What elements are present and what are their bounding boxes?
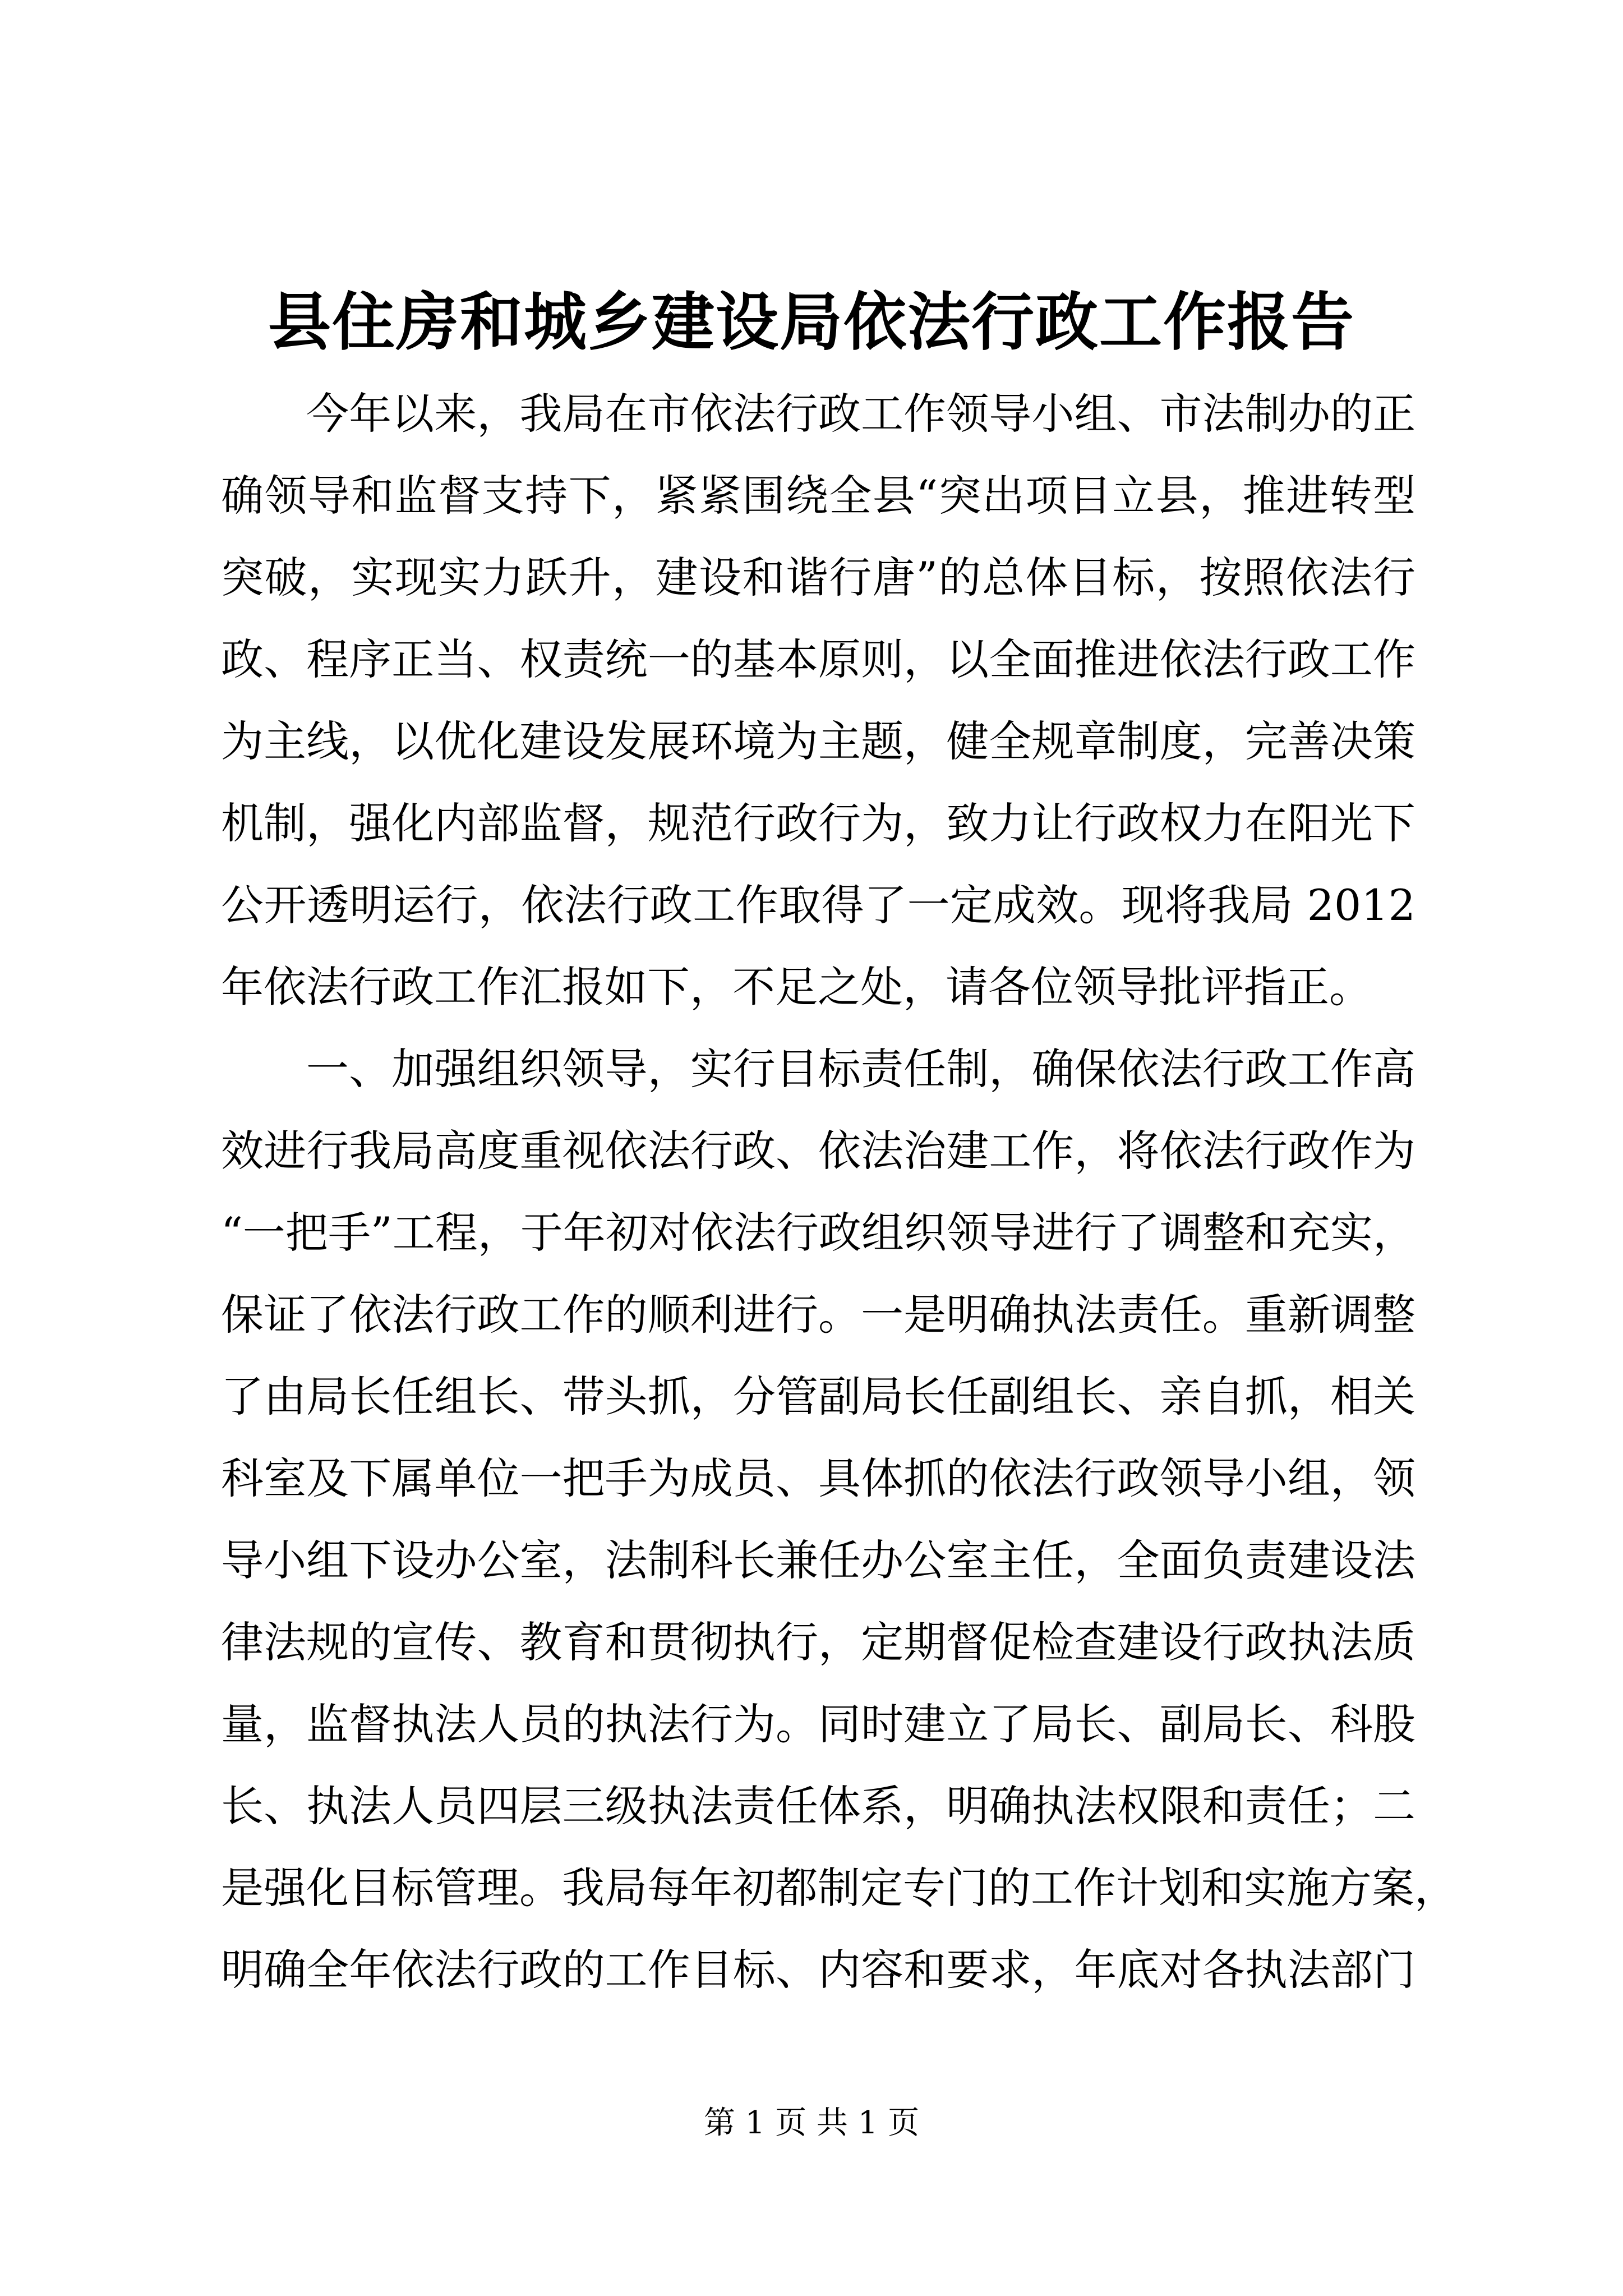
text-line: 保证了依法行政工作的顺利进行。一是明确执法责任。重新调整 xyxy=(221,1290,1415,1340)
text-line: 突破，实现实力跃升，建设和谐行唐”的总体目标，按照依法行 xyxy=(221,553,1415,602)
document-title: 县住房和城乡建设局依法行政工作报告 xyxy=(268,286,1355,359)
text-line: 一、加强组织领导，实行目标责任制，确保依法行政工作高 xyxy=(306,1044,1415,1094)
text-line: 今年以来，我局在市依法行政工作领导小组、市法制办的正 xyxy=(306,389,1415,439)
text-line: 科室及下属单位一把手为成员、具体抓的依法行政领导小组，领 xyxy=(221,1453,1415,1503)
text-line: 公开透明运行，依法行政工作取得了一定成效。现将我局 2012 xyxy=(221,880,1415,930)
text-line: 明确全年依法行政的工作目标、内容和要求，年底对各执法部门 xyxy=(221,1945,1415,1995)
text-line: “一把手”工程，于年初对依法行政组织领导进行了调整和充实， xyxy=(221,1208,1415,1258)
text-line: 机制，强化内部监督，规范行政行为，致力让行政权力在阳光下 xyxy=(221,798,1415,848)
text-line: 律法规的宣传、教育和贯彻执行，定期督促检查建设行政执法质 xyxy=(221,1617,1415,1667)
document-body xyxy=(221,373,1457,2011)
text-line: 为主线，以优化建设发展环境为主题，健全规章制度，完善决策 xyxy=(221,716,1415,766)
text-line: 是强化目标管理。我局每年初都制定专门的工作计划和实施方案， xyxy=(221,1863,1457,1913)
text-line: 长、执法人员四层三级执法责任体系，明确执法权限和责任；二 xyxy=(221,1781,1415,1831)
paragraph-section-one xyxy=(221,1028,1457,2011)
text-line: 确领导和监督支持下，紧紧围绕全县“突出项目立县，推进转型 xyxy=(221,471,1415,521)
text-line: 政、程序正当、权责统一的基本原则，以全面推进依法行政工作 xyxy=(221,634,1415,684)
paragraph-intro xyxy=(221,373,1415,1028)
text-line: 量，监督执法人员的执法行为。同时建立了局长、副局长、科股 xyxy=(221,1699,1415,1749)
text-line: 效进行我局高度重视依法行政、依法治建工作，将依法行政作为 xyxy=(221,1126,1415,1176)
page-footer: 第 1 页 共 1 页 xyxy=(703,2105,920,2141)
text-line: 了由局长任组长、带头抓，分管副局长任副组长、亲自抓，相关 xyxy=(221,1372,1415,1421)
text-line: 年依法行政工作汇报如下，不足之处，请各位领导批评指正。 xyxy=(221,962,1372,1012)
text-line: 导小组下设办公室，法制科长兼任办公室主任，全面负责建设法 xyxy=(221,1535,1415,1585)
